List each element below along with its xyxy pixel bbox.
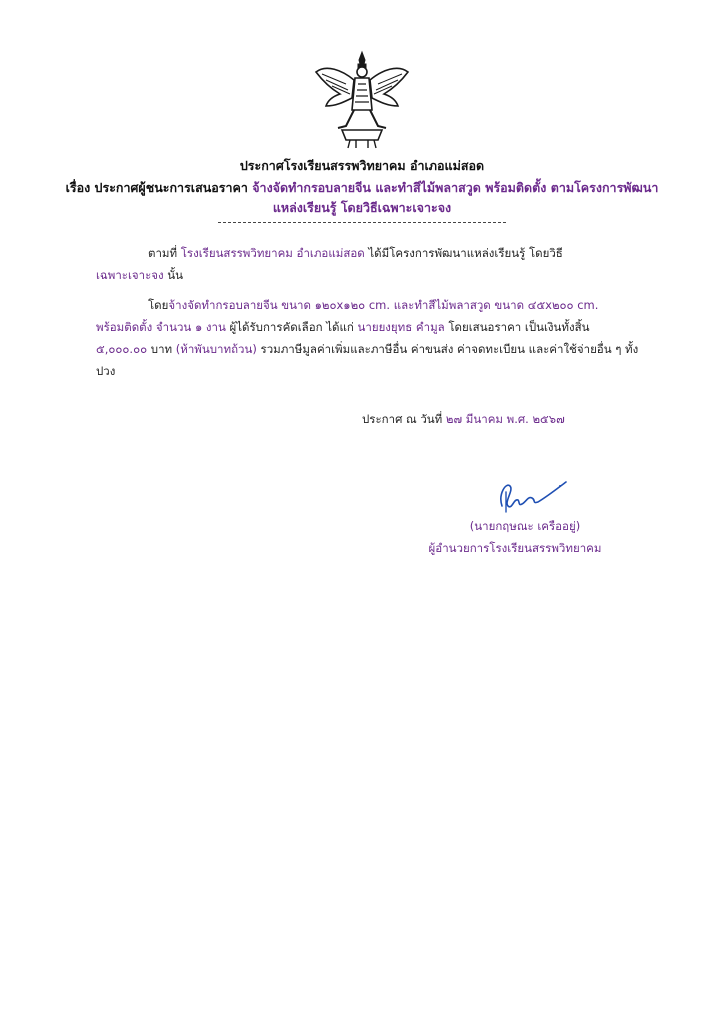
announcement-title: ประกาศโรงเรียนสรรพวิทยาคม อำเภอแม่สอด — [239, 158, 485, 173]
school-name: โรงเรียนสรรพวิทยาคม อำเภอแม่สอด — [180, 246, 365, 260]
date-value: ๒๗ มีนาคม พ.ศ. ๒๕๖๗ — [445, 412, 565, 426]
paragraph-2-line-2 — [96, 318, 589, 337]
job-quantity: พร้อมติดตั้ง จำนวน ๑ งาน — [96, 320, 226, 334]
currency-text: บาท — [150, 342, 173, 356]
paragraph-1-line-1 — [148, 244, 563, 263]
date-prefix: ประกาศ ณ วันที่ — [362, 412, 443, 426]
p2-text: โดย — [148, 298, 169, 312]
paragraph-2-line-4 — [96, 362, 115, 381]
p1-text: ตามที่ — [148, 246, 178, 260]
signatory-name: (นายกฤษณะ เครืออยู่) — [469, 519, 581, 533]
p2-text-4: รวมภาษีมูลค่าเพิ่มและภาษีอื่น ค่าขนส่ง ค่าจดทะเบียน และค่าใช้จ่ายอื่น ๆ ทั้ง — [260, 342, 639, 356]
amount-number: ๕,๐๐๐.๐๐ — [96, 342, 148, 356]
divider-line — [218, 222, 506, 223]
contractor-name: นายยงยุทธ คำมูล — [357, 320, 445, 334]
p2-text-5: ปวง — [96, 364, 116, 378]
paragraph-2-line-3 — [96, 340, 638, 359]
subject-detail: จ้างจัดทำกรอบลายจีน และทำสีไม้พลาสวูด พร้อมติดตั้ง ตามโครงการพัฒนา — [252, 180, 659, 195]
announcement-date — [362, 410, 565, 429]
signatory-position: ผู้อำนวยการโรงเรียนสรรพวิทยาคม — [428, 541, 602, 555]
subject-line-2: แหล่งเรียนรู้ โดยวิธีเฉพาะเจาะจง — [272, 200, 452, 215]
method-text: เฉพาะเจาะจง — [96, 268, 164, 282]
p2-text-2: ผู้ได้รับการคัดเลือก ได้แก่ — [229, 320, 354, 334]
amount-words: (ห้าพันบาทถ้วน) — [175, 342, 257, 356]
p2-text-3: โดยเสนอราคา เป็นเงินทั้งสิ้น — [448, 320, 590, 334]
announcement-subject — [40, 178, 684, 198]
paragraph-2-line-1 — [148, 296, 598, 315]
p1-text-2: ได้มีโครงการพัฒนาแหล่งเรียนรู้ โดยวิธี — [368, 246, 563, 260]
handwritten-signature — [488, 472, 568, 516]
garuda-emblem-icon — [312, 50, 412, 150]
paragraph-1-line-2 — [96, 266, 183, 285]
subject-prefix: เรื่อง ประกาศผู้ชนะการเสนอราคา — [65, 180, 248, 195]
p1-text-3: นั้น — [167, 268, 184, 282]
job-description: จ้างจัดทำกรอบลายจีน ขนาด ๑๒๐x๑๒๐ cm. และทำสีไม้พลาสวูด ขนาด ๔๕x๒๐๐ cm. — [168, 298, 599, 312]
